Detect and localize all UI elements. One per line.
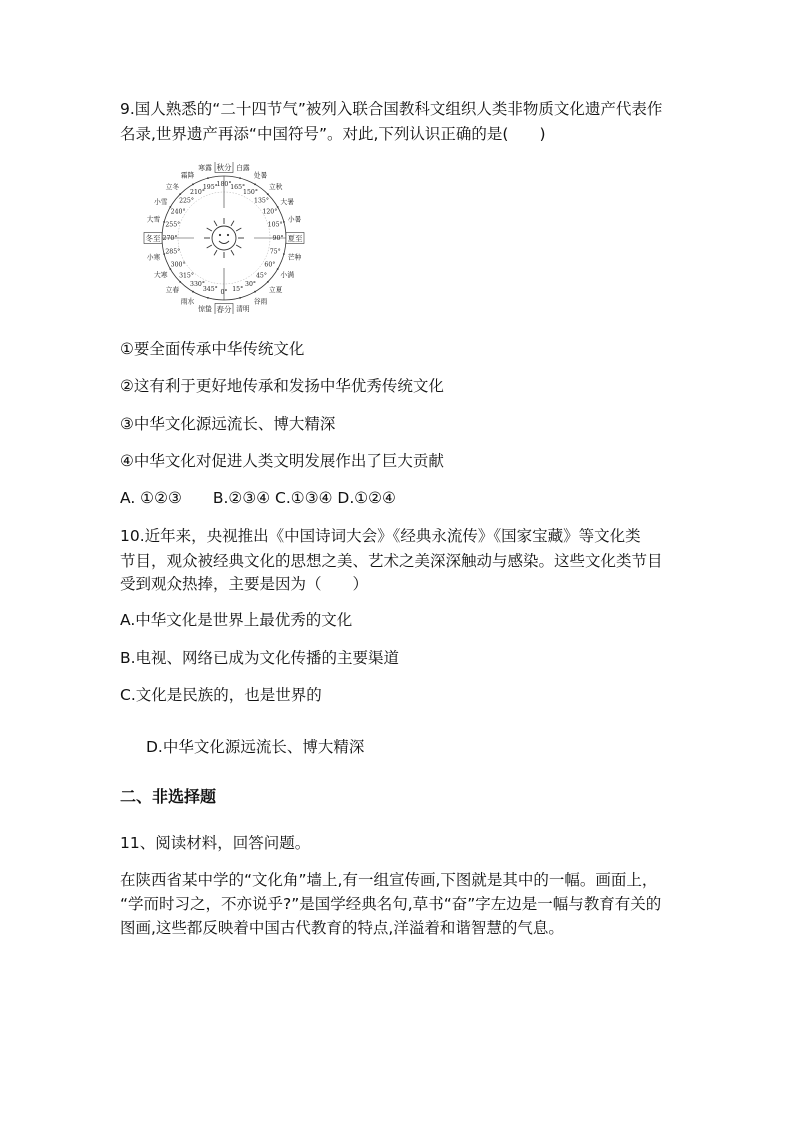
section-heading: 二、非选择题 [120, 787, 217, 806]
term-tick [192, 291, 194, 293]
q9-option-1: ①要全面传承中华传统文化 [120, 340, 305, 358]
solar-term-degree: 30° [245, 280, 256, 288]
q11-material-line3: 图画,这些都反映着中国古代教育的特点,洋溢着和谐智慧的气息。 [120, 919, 564, 937]
solar-term-degree: 60° [264, 261, 276, 269]
sun-ray [214, 221, 217, 226]
boxed-term-bottom: 春分 [216, 305, 232, 314]
solar-term-degree: 75° [269, 248, 281, 256]
solar-term-degree: 120° [262, 208, 278, 216]
solar-term-name: 芒种 [287, 253, 302, 262]
solar-term-name: 雨水 [180, 297, 195, 306]
q10-option-d: D.中华文化源远流长、博大精深 [146, 738, 365, 756]
solar-term-name: 谷雨 [253, 297, 268, 306]
sun-ray [207, 228, 212, 231]
q9-option-4: ④中华文化对促进人类文明发展作出了巨大贡献 [120, 452, 444, 470]
solar-term-name: 立秋 [268, 182, 283, 191]
solar-term-name: 小雪 [153, 198, 168, 206]
sun-ray [231, 221, 234, 226]
term-tick [239, 297, 241, 299]
solar-term-name: 大寒 [153, 271, 168, 279]
q11-intro: 11、阅读材料，回答问题。 [120, 834, 311, 852]
q11-material-line1: 在陕西省某中学的“文化角”墙上,有一组宣传画,下图就是其中的一幅。画面上， [120, 871, 658, 889]
q9-stem-line1: 9.国人熟悉的“二十四节气”被列入联合国教科文组织人类非物质文化遗产代表作 [120, 100, 663, 118]
boxed-term-degree: 90° [272, 235, 284, 242]
solar-term-name: 霜降 [180, 171, 195, 180]
solar-term-degree: 315° [179, 272, 194, 280]
term-tick [254, 183, 256, 185]
solar-term-degree: 225° [179, 197, 194, 205]
solar-term-name: 立夏 [268, 286, 283, 295]
boxed-term-degree: 270° [162, 235, 178, 242]
solar-term-name: 小满 [280, 271, 295, 279]
q9-answer-choices: A. ①②③ B.②③④ C.①③④ D.①②④ [120, 489, 396, 507]
solar-term-degree: 210° [190, 189, 205, 197]
solar-terms-diagram [114, 162, 334, 314]
term-tick [277, 268, 279, 270]
term-tick [207, 177, 209, 179]
boxed-term-left: 冬至 [145, 234, 161, 243]
q10-option-b: B.电视、网络已成为文化传播的主要渠道 [120, 649, 400, 667]
solar-term-name: 处暑 [253, 171, 268, 180]
q10-stem-line1: 10.近年来，央视推出《中国诗词大会》《经典永流传》《国家宝藏》等文化类 [120, 527, 641, 545]
q10-option-a: A.中华文化是世界上最优秀的文化 [120, 611, 353, 629]
sun-ray [231, 250, 234, 255]
sun-smile [219, 241, 229, 244]
solar-term-name: 清明 [236, 305, 250, 314]
q10-option-c: C.文化是民族的，也是世界的 [120, 686, 322, 704]
term-tick [207, 297, 209, 299]
solar-term-degree: 255° [165, 221, 181, 229]
solar-term-name: 寒露 [198, 163, 212, 172]
solar-term-degree: 45° [255, 272, 267, 280]
solar-term-degree: 135° [254, 197, 269, 205]
solar-term-name: 大暑 [280, 198, 295, 206]
solar-term-degree: 285° [165, 248, 181, 256]
sun-ray [236, 245, 241, 248]
solar-term-degree: 150° [243, 189, 258, 197]
boxed-term-right: 夏至 [287, 234, 303, 243]
term-tick [179, 281, 181, 283]
q9-option-3: ③中华文化源远流长、博大精深 [120, 415, 336, 433]
boxed-term-degree: 0° [220, 289, 228, 296]
q9-option-2: ②这有利于更好地传承和发扬中华优秀传统文化 [120, 377, 444, 395]
term-tick [283, 253, 285, 255]
sun-eye [227, 234, 229, 236]
sun-ray [214, 250, 217, 255]
solar-term-degree: 240° [170, 208, 186, 216]
solar-term-name: 立冬 [165, 182, 180, 191]
term-tick [267, 193, 269, 195]
q11-material-line2: “学而时习之，不亦说乎?”是国学经典名句,草书“奋”字左边是一幅与教育有关的 [120, 895, 662, 913]
solar-term-degree: 330° [190, 280, 205, 288]
solar-term-name: 大雪 [146, 215, 161, 224]
term-tick [239, 177, 241, 179]
term-tick [267, 281, 269, 283]
sun-ray [207, 245, 212, 248]
term-tick [192, 183, 194, 185]
solar-term-degree: 195° [202, 183, 218, 191]
boxed-term-degree: 180° [216, 181, 232, 188]
solar-term-degree: 105° [267, 221, 283, 229]
sun-eye [219, 234, 221, 236]
solar-term-degree: 300° [170, 261, 186, 269]
solar-term-degree: 15° [232, 286, 244, 294]
solar-term-name: 白露 [236, 163, 250, 172]
solar-term-degree: 165° [230, 183, 246, 191]
term-tick [179, 193, 181, 195]
q10-stem-line3: 受到观众热捧，主要是因为（ ） [120, 575, 369, 593]
solar-term-name: 小寒 [146, 253, 161, 262]
boxed-term-top: 秋分 [216, 163, 232, 172]
q10-stem-line2: 节目，观众被经典文化的思想之美、艺术之美深深触动与感染。这些文化类节目 [120, 552, 663, 570]
solar-term-name: 立春 [165, 286, 180, 295]
term-tick [283, 221, 285, 223]
sun-ray [236, 228, 241, 231]
solar-term-degree: 345° [202, 286, 218, 294]
solar-term-name: 小暑 [287, 215, 302, 224]
solar-term-name: 惊蛰 [198, 305, 212, 314]
sun-icon [212, 226, 236, 250]
term-tick [254, 291, 256, 293]
q9-stem-line2: 名录,世界遗产再添“中国符号”。对此,下列认识正确的是( ) [120, 125, 546, 143]
